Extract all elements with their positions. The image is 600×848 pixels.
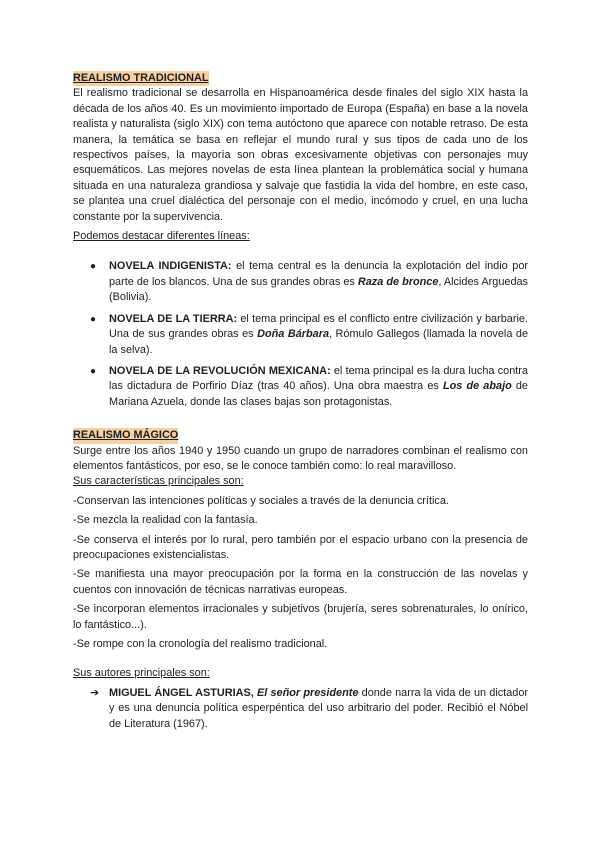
- list-item: [73, 312, 528, 358]
- feature-item: -Se incorporan elementos irracionales y subjetivos (brujería, seres sobrenaturales, lo onírico, lo fantástico...).: [73, 603, 528, 631]
- author-work: El señor presidente: [257, 686, 359, 699]
- list-item: [73, 686, 528, 732]
- line-work: Doña Bárbara: [257, 328, 330, 341]
- features-list: [73, 494, 528, 653]
- line-text-end: de Mariana Azuela, donde las clases bajas son protagonistas.: [109, 380, 528, 408]
- feature-item: -Se manifiesta una mayor preocupación por la forma en la construcción de las novelas y cuentos con innovación de técnicas narrativas europeas.: [73, 568, 528, 596]
- line-work: Raza de bronce: [357, 275, 439, 288]
- feature-item: -Se conserva el interés por lo rural, pero también por el espacio urbano con la presencia de preocupaciones existencialistas.: [73, 533, 528, 561]
- line-text: el tema principal es la dura lucha contra las dictadura de Porfirio Díaz (tras 40 años). Una obra maestra es: [109, 364, 528, 393]
- lines-intro: Podemos destacar diferentes líneas:: [73, 230, 250, 243]
- list-item: [73, 364, 528, 410]
- features-intro: Sus características principales son:: [73, 475, 244, 488]
- line-text: el tema central es la denuncia la explotación del indio por parte de los blancos. Una de sus grandes obras es: [109, 260, 529, 288]
- authors-intro: Sus autores principales son:: [73, 667, 210, 680]
- realismo-magico-paragraph: Surge entre los años 1940 y 1950 cuando un grupo de narradores combinan el realismo con elementos fantásticos, por eso, se le conoce también como: lo real maravilloso.: [73, 444, 528, 472]
- list-item: [73, 259, 528, 305]
- author-name: MIGUEL ÁNGEL ASTURIAS,: [109, 686, 254, 699]
- bullet-icon: ●: [90, 313, 97, 325]
- realismo-tradicional-paragraph: El realismo tradicional se desarrolla en Hispanoamérica desde finales del siglo XIX hasta la década de los años 40. Es un movimiento importado de Europa (España) en base a la novela realista y naturalista (siglo XIX) con tema autóctono que aparece con notable retraso. De esta manera, la temática se basa en reflejar el mundo rural y sus tipos de cada uno de los respectivos países, la mayoría son obras excesivamente objetivas con personajes muy esquemáticos. Las mejores novelas de esta línea plantean la problemática social y humana situada en una naturaleza grandiosa y salvaje que fastidia la vida del hombre, en este caso, se plantea una cruel dialéctica del personaje con el medio, incómodo y cruel, en una lucha constante por la supervivencia.: [73, 87, 528, 223]
- feature-item: -Se rompe con la cronología del realismo tradicional.: [73, 638, 328, 650]
- line-label: NOVELA INDIGENISTA:: [109, 260, 232, 273]
- bullet-icon: ●: [90, 365, 97, 377]
- arrow-right-icon: ➔: [90, 686, 100, 699]
- line-work: Los de abajo: [442, 380, 512, 393]
- line-label: NOVELA DE LA TIERRA:: [109, 312, 238, 325]
- line-text-end: , Alcides Arguedas (Bolivia).: [109, 275, 529, 304]
- feature-item: -Conservan las intenciones políticas y sociales a través de la denuncia crítica.: [73, 494, 449, 507]
- line-label: NOVELA DE LA REVOLUCIÓN MEXICANA:: [109, 364, 331, 377]
- bullet-icon: ●: [90, 261, 97, 273]
- author-text: donde narra la vida de un dictador y es una denuncia política esperpéntica del uso arbitrario del poder. Recibió el Nóbel de Literatura (1967).: [109, 686, 529, 730]
- line-text-end: , Rómulo Gallegos (llamada la novela de la selva).: [109, 328, 529, 356]
- section-heading-realismo-magico: REALISMO MÁGICO: [73, 428, 178, 443]
- line-text: el tema principal es el conflicto entre civilización y barbarie. Una de sus grandes obras es: [109, 312, 528, 341]
- section-heading-realismo-tradicional: REALISMO TRADICIONAL: [73, 71, 209, 86]
- feature-item: -Se mezcla la realidad con la fantasía.: [73, 514, 258, 527]
- novel-lines-list: [73, 259, 528, 410]
- authors-list: [73, 686, 528, 732]
